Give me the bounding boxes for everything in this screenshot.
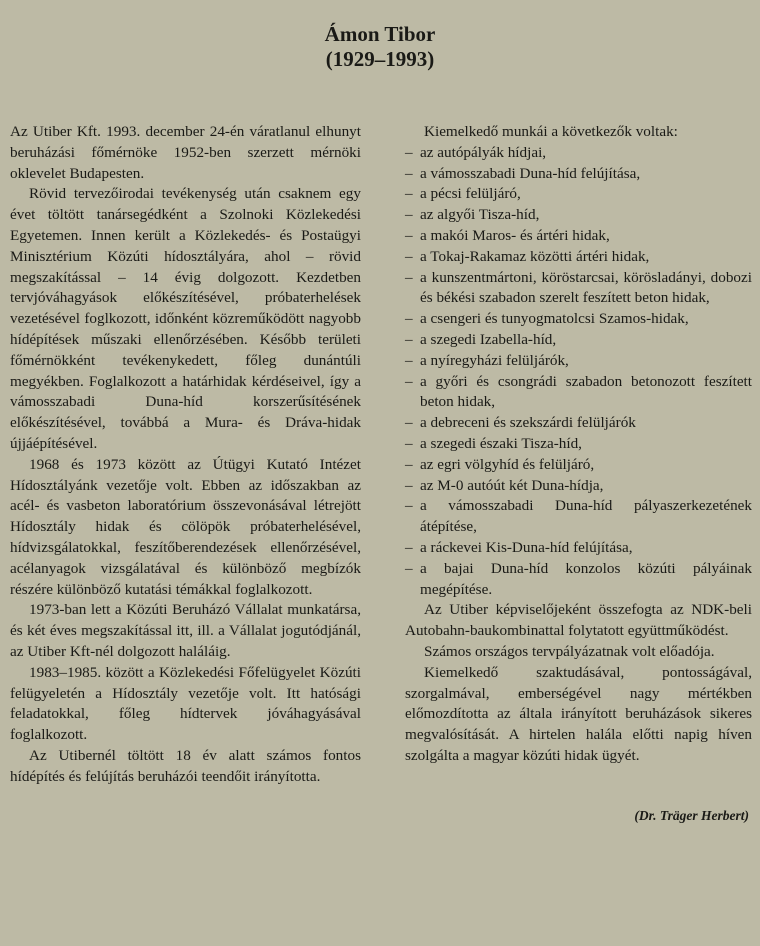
dash-bullet: –: [405, 268, 413, 286]
list-item-text: az egri völgyhíd és felüljáró,: [420, 455, 595, 473]
list-item-text: a szegedi Izabella-híd,: [420, 330, 557, 348]
paragraph: Rövid tervezőirodai tevékenység után csaknem egy évet töltött tanársegédként a Szolnoki Közlekedési Egyetemen. Innen került a Közlekedés- és Postaügyi Minisztérium Közúti hídosztályára, ahol – rövid megszakítással – 14 évig dolgozott. Kezdetben tervjóváhagyások előkészítésével, próbaterhelések vezetésével foglkozott, időnként közreműködött nagyobb hídépítések műszaki ellenőrzésében. Később területi főmérnökként tevékenykedett, főleg dunántúli megyékben. Foglalkozott a határhidak kérdéseivel, így a vámosszabadi Duna-híd korszerűsítésének előkészítésével, továbbá a Mura- és Dráva-hidak újjáépítésével.: [10, 185, 361, 452]
list-item: [405, 538, 752, 559]
dash-bullet: –: [405, 538, 413, 556]
list-item-text: a szegedi északi Tisza-híd,: [420, 434, 582, 452]
list-item: [405, 164, 752, 185]
dash-bullet: –: [405, 226, 413, 244]
dash-bullet: –: [405, 455, 413, 473]
dash-bullet: –: [405, 559, 413, 577]
list-item-text: az autópályák hídjai,: [420, 143, 547, 161]
title-name: Ámon Tibor: [324, 22, 436, 46]
list-item: [405, 559, 752, 601]
paragraph: 1983–1985. között a Közlekedési Főfelügyelet Közúti felügyeletén a Hídosztály vezetője volt. Itt hatósági feladatokkal, főleg hídtervek jóváhagyásával foglalkozott.: [10, 663, 361, 744]
dash-bullet: –: [405, 497, 413, 515]
dash-bullet: –: [405, 206, 413, 224]
list-item: [405, 268, 752, 310]
dash-bullet: –: [405, 247, 413, 265]
title-years: (1929–1993): [325, 47, 435, 71]
list-item: [405, 143, 752, 164]
list-item: [405, 205, 752, 226]
list-item-text: a makói Maros- és ártéri hidak,: [420, 226, 610, 244]
dash-bullet: –: [405, 434, 413, 452]
works-intro: Kiemelkedő munkái a következők voltak:: [424, 123, 678, 140]
paragraph: Az Utiber képviselőjeként összefogta az NDK-beli Autobahn-baukombinattal folytatott együttműködést.: [405, 601, 752, 640]
list-item: [405, 247, 752, 268]
list-item-text: a vámosszabadi Duna-híd felújítása,: [420, 164, 641, 182]
paragraph: Kiemelkedő szaktudásával, pontosságával, szorgalmával, emberségével nagy mértékben előmozdította az általa irányított beruházások sikeres megvalósítását. A hirtelen halála előtti napig híven szolgálta a magyar közúti hidak ügyét.: [405, 663, 752, 764]
list-item-text: a ráckevei Kis-Duna-híd felújítása,: [420, 538, 633, 556]
list-item-text: a győri és csongrádi szabadon betonozott feszített beton hidak,: [420, 372, 752, 411]
list-item: [405, 434, 752, 455]
list-item: [405, 476, 752, 497]
list-item-text: a bajai Duna-híd konzolos közúti pályáinak megépítése.: [420, 559, 752, 598]
dash-bullet: –: [405, 476, 413, 494]
paragraph: Számos országos tervpályázatnak volt előadója.: [424, 642, 715, 660]
list-item: [405, 330, 752, 351]
dash-bullet: –: [405, 310, 413, 328]
list-item-text: a nyíregyházi felüljárók,: [420, 351, 569, 369]
dash-bullet: –: [405, 330, 413, 348]
list-item-text: az M-0 autóút két Duna-hídja,: [420, 476, 604, 494]
works-list: [405, 143, 752, 601]
list-item: [405, 372, 752, 414]
dash-bullet: –: [405, 351, 413, 369]
list-item-text: a vámosszabadi Duna-híd pályaszerkezetének átépítése,: [420, 497, 752, 536]
list-item: [405, 351, 752, 372]
dash-bullet: –: [405, 414, 413, 432]
list-item-text: a pécsi felüljáró,: [420, 185, 521, 203]
list-item-text: a csengeri és tunyogmatolcsi Szamos-hidak,: [420, 310, 689, 328]
dash-bullet: –: [405, 372, 413, 390]
author-signature: (Dr. Träger Herbert): [634, 808, 749, 823]
dash-bullet: –: [405, 143, 413, 161]
paragraph: Az Utiber Kft. 1993. december 24-én váratlanul elhunyt beruházási főmérnöke 1952-ben szerzett mérnöki oklevelet Budapesten.: [10, 123, 361, 182]
list-item: [405, 413, 752, 434]
paragraph: 1968 és 1973 között az Útügyi Kutató Intézet Hídosztályánk vezetője volt. Ebben az időszakban az acél- és vasbeton laboratórium összevonásával létrejött Hídosztály hidak és cölöpök próbaterhelésével, hídvizsgálatokkal, feszítőberendezések ellenőrzésével, acélanyagok vizsgálatával és különböző megbízók részére különböző kutatási témákkal foglalkozott.: [10, 455, 361, 598]
list-item: [405, 309, 752, 330]
list-item-text: a debreceni és szekszárdi felüljárók: [420, 414, 636, 432]
left-column: [10, 122, 361, 788]
list-item: [405, 496, 752, 538]
right-column: [405, 122, 752, 767]
list-item-text: a kunszentmártoni, köröstarcsai, körösladányi, dobozi és békési szabadon szerelt feszített beton hidak,: [420, 268, 752, 307]
list-item: [405, 184, 752, 205]
article-title: [0, 22, 760, 72]
dash-bullet: –: [405, 164, 413, 182]
paragraph: Az Utibernél töltött 18 év alatt számos fontos hídépítés és felújítás beruházói teendőit irányította.: [10, 746, 361, 785]
list-item-text: az algyői Tisza-híd,: [420, 206, 540, 224]
list-item-text: a Tokaj-Rakamaz közötti ártéri hidak,: [420, 247, 650, 265]
dash-bullet: –: [405, 185, 413, 203]
list-item: [405, 455, 752, 476]
list-item: [405, 226, 752, 247]
paragraph: 1973-ban lett a Közúti Beruházó Vállalat munkatársa, és két éves megszakítással itt, ill. a Vállalat jogutódjánál, az Utiber Kft-nél dolgozott haláláig.: [10, 601, 361, 660]
